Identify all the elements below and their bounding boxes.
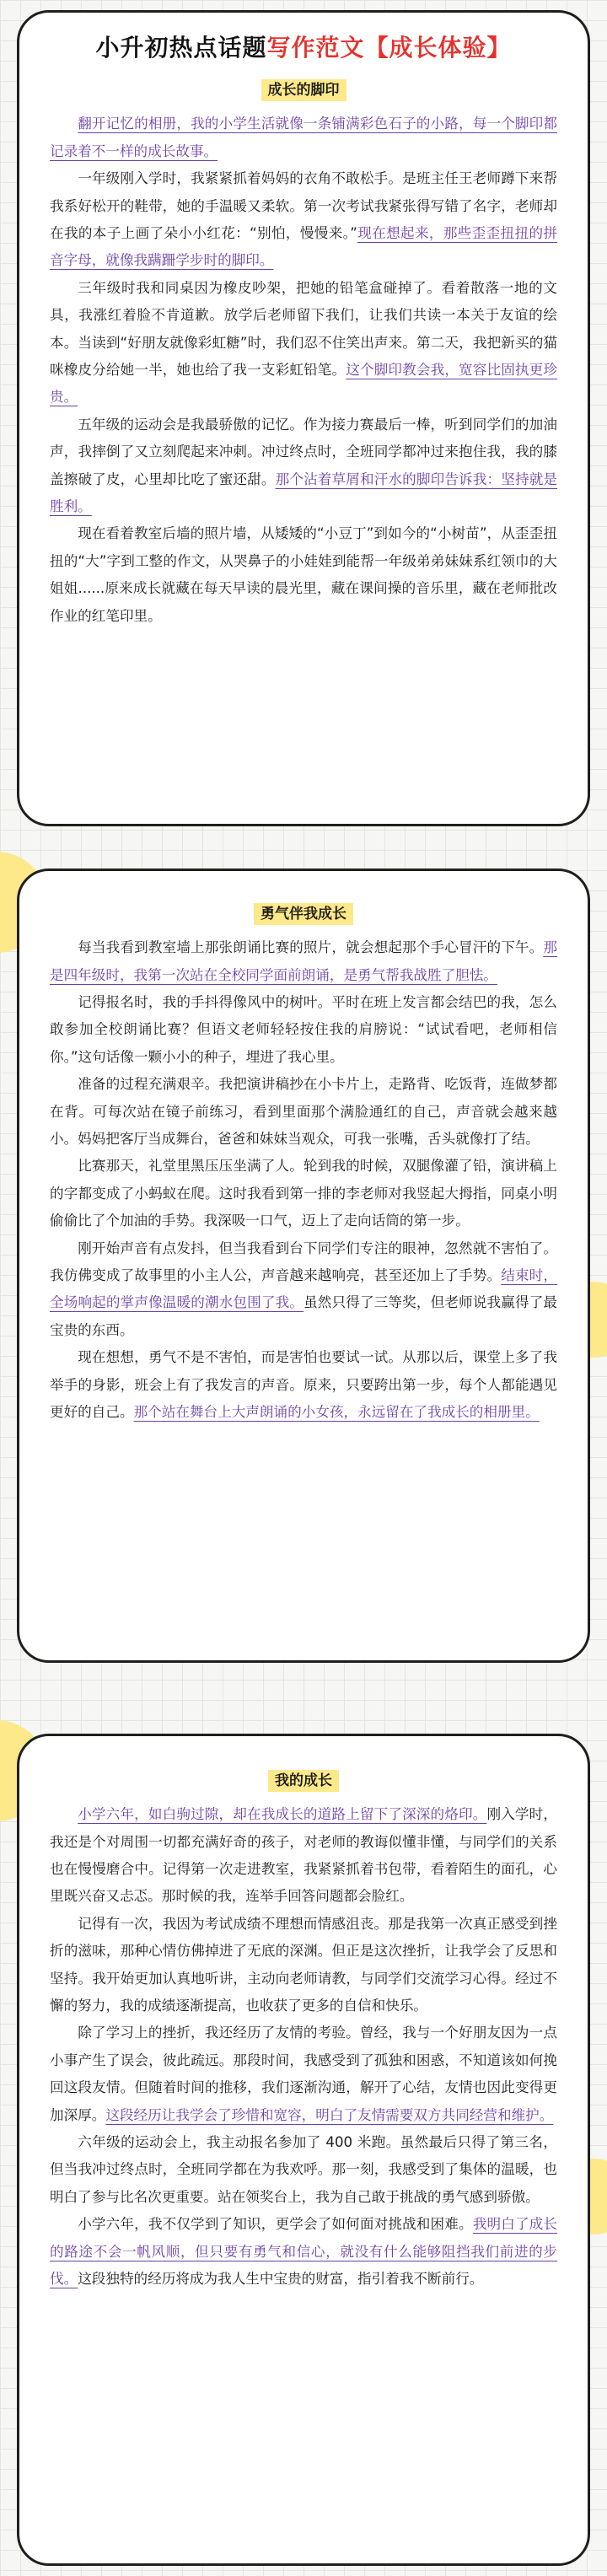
paragraph-text: 记得报名时，我的手抖得像风中的树叶。平时在班上发言都会结巴的我，怎么敢参加全校朗诵比赛？但语文老师轻轻按住我的肩膀说：“试试看吧，老师相信你。”这句话像一颗小小的种子，埋进了我心里。 <box>50 994 557 1065</box>
essay-title: 成长的脚印 <box>50 79 557 102</box>
essay-paragraph <box>50 1801 557 1911</box>
essay-card <box>17 10 590 826</box>
highlighted-sentence: 结束时，全场响起的掌声像温暖的潮水包围了我。 <box>50 1267 558 1311</box>
highlighted-sentence: 翻开记忆的相册，我的小学生活就像一条铺满彩色石子的小路，每一个脚印都记录着不一样的成长故事。 <box>50 116 557 159</box>
paragraph-text: 记得有一次，我因为考试成绩不理想而情感沮丧。那是我第一次真正感受到挫折的滋味，那种心情仿佛掉进了无底的深渊。但正是这次挫折，让我学会了反思和坚持。我开始更加认真地听讲，主动向老师请教，与同学们交流学习心得。经过不懈的努力，我的成绩逐渐提高，也收获了更多的自信和快乐。 <box>50 1915 557 2014</box>
essay-paragraph <box>50 2019 557 2129</box>
essay-paragraph <box>50 1235 557 1345</box>
paragraph-text: 虽然只得了三等奖，但老师说我赢得了最宝贵的东西。 <box>50 1294 558 1338</box>
essay-paragraph <box>50 520 557 630</box>
essay-card <box>17 869 590 1663</box>
essay-paragraph <box>50 2129 557 2211</box>
essay-title: 我的成长 <box>50 1770 557 1793</box>
essay-body <box>50 934 557 1426</box>
highlighted-sentence: 那个站在舞台上大声朗诵的小女孩，永远留在了我成长的相册里。 <box>133 1404 540 1421</box>
paragraph-text: 刚入学时，我还是个对周围一切都充满好奇的孩子，对老师的教诲似懂非懂，与同学们的关系也在慢慢磨合中。记得第一次走进教室，我紧紧抓着书包带，看着陌生的面孔，心里既兴奋又忐忑。那时候的我，连举手回答问题都会脸红。 <box>50 1806 557 1905</box>
paragraph-text: 比赛那天，礼堂里黑压压坐满了人。轮到我的时候，双腿像灌了铅，演讲稿上的字都变成了小蚂蚁在爬。这时我看到第一排的李老师对我竖起大拇指，同桌小明偷偷比了个加油的手势。我深吸一口气，迈上了走向话筒的第一步。 <box>50 1158 557 1229</box>
paragraph-text: 六年级的运动会上，我主动报名参加了 400 米跑。虽然最后只得了第三名，但当我冲过终点时，全班同学都在为我欢呼。那一刻，我感受到了集体的温暖，也明白了参与比名次更重要。站在领奖台上，我为自己敢于挑战的勇气感到骄傲。 <box>50 2134 557 2205</box>
highlighted-sentence: 那个沾着草屑和汗水的脚印告诉我：坚持就是胜利。 <box>50 471 558 515</box>
essay-paragraph <box>50 2211 557 2293</box>
essay-paragraph <box>50 110 557 165</box>
paragraph-text: 每当我看到教室墙上那张朗诵比赛的照片，就会想起那个手心冒汗的下午。 <box>78 939 544 956</box>
highlighted-sentence: 现在想起来，那些歪歪扭扭的拼音字母，就像我蹒跚学步时的脚印。 <box>50 225 557 269</box>
essay-body <box>50 1801 557 2293</box>
essay-paragraph <box>50 165 557 275</box>
paragraph-text: 三年级时我和同桌因为橡皮吵架，把她的铅笔盒碰掉了。看着散落一地的文具，我涨红着脸不肯道歉。放学后老师留下我们，让我们共读一本关于友谊的绘本。当读到“好朋友就像彩虹糖”时，我们忍不住笑出声来。第二天，我把新买的猫咪橡皮分给她一半，她也给了我一支彩虹铅笔。 <box>50 279 557 379</box>
highlighted-sentence: 这段经历让我学会了珍惜和宽容，明白了友情需要双方共同经营和维护。 <box>105 2106 554 2123</box>
essay-paragraph <box>50 989 557 1071</box>
essay-title: 勇气伴我成长 <box>50 903 557 926</box>
essay-paragraph <box>50 411 557 521</box>
page-title: 小升初热点话题写作范文【成长体验】 <box>95 34 512 62</box>
essay-paragraph <box>50 1071 557 1153</box>
paragraph-text: 这段独特的经历将成为我人生中宝贵的财富，指引着我不断前行。 <box>78 2271 484 2288</box>
essay-paragraph <box>50 1911 557 2020</box>
paragraph-text: 现在看着教室后墙的照片墙，从矮矮的“小豆丁”到如今的“小树苗”，从歪歪扭扭的“大”字到工整的作文，从哭鼻子的小娃娃到能帮一年级弟弟妹妹系红领巾的大姐姐......原来成长就藏在每天早读的晨光里，藏在课间操的音乐里，藏在老师批改作业的红笔印里。 <box>50 525 557 624</box>
paragraph-text: 除了学习上的挫折，我还经历了友情的考验。曾经，我与一个好朋友因为一点小事产生了误会，彼此疏远。那段时间，我感受到了孤独和困惑，不知道该如何挽回这段友情。但随着时间的推移，我们逐渐沟通，解开了心结，友情也因此变得更加深厚。 <box>50 2025 557 2123</box>
highlighted-sentence: 这个脚印教会我，宽容比固执更珍贵。 <box>50 362 558 406</box>
paragraph-text: 准备的过程充满艰辛。我把演讲稿抄在小卡片上，走路背、吃饭背，连做梦都在背。可每次站在镜子前练习，看到里面那个满脸通红的自己，声音就会越来越小。妈妈把客厅当成舞台，爸爸和妹妹当观众，可我一张嘴，舌头就像打了结。 <box>50 1076 557 1148</box>
essay-paragraph <box>50 1153 557 1234</box>
paragraph-text: 小学六年，我不仅学到了知识，更学会了如何面对挑战和困难。 <box>78 2216 473 2233</box>
paragraph-text: 现在想想，勇气不是不害怕，而是害怕也要试一试。从那以后，课堂上多了我举手的身影，班会上有了我发言的声音。原来，只要跨出第一步，每个人都能遇见更好的自己。 <box>50 1349 557 1421</box>
essay-card <box>17 1734 590 2566</box>
essay-paragraph <box>50 1344 557 1426</box>
paragraph-text: 一年级刚入学时，我紧紧抓着妈妈的衣角不敢松手。是班主任王老师蹲下来帮我系好松开的鞋带，她的手温暖又柔软。第一次考试我紧张得写错了名字，老师却在我的本子上画了朵小小红花：“别怕，慢慢来。” <box>50 170 557 241</box>
paragraph-text: 刚开始声音有点发抖，但当我看到台下同学们专注的眼神，忽然就不害怕了。我仿佛变成了故事里的小主人公，声音越来越响亮，甚至还加上了手势。 <box>50 1240 557 1284</box>
highlighted-sentence: 小学六年，如白驹过隙，却在我成长的道路上留下了深深的烙印。 <box>78 1806 487 1823</box>
essay-paragraph <box>50 275 557 411</box>
essay-body <box>50 110 557 630</box>
highlighted-sentence: 我明白了成长的路途不会一帆风顺，但只要有勇气和信心，就没有什么能够阻挡我们前进的步伐。 <box>50 2216 558 2288</box>
paragraph-text: 五年级的运动会是我最骄傲的记忆。作为接力赛最后一棒，听到同学们的加油声，我摔倒了又立刻爬起来冲刺。冲过终点时，全班同学都冲过来抱住我，我的膝盖擦破了皮，心里却比吃了蜜还甜。 <box>50 416 557 487</box>
highlighted-sentence: 那是四年级时，我第一次站在全校同学面前朗诵，是勇气帮我战胜了胆怯。 <box>50 939 557 983</box>
essay-paragraph <box>50 934 557 989</box>
